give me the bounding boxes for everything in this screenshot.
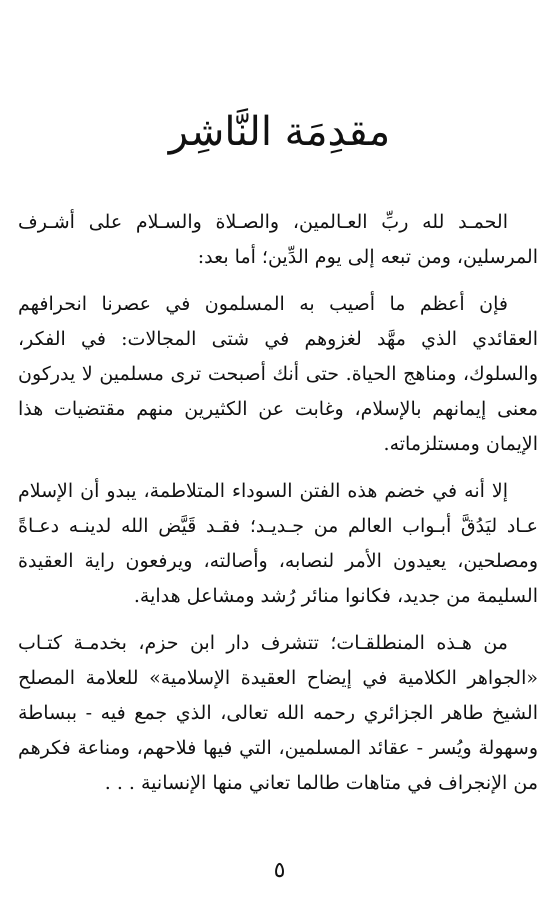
paragraph-2: فإن أعظم ما أصيب به المسلمون في عصرنا انحرافهم العقائدي الذي مهَّد لغزوهم في شتى المجالات: في الفكر، والسلوك، ومناهج الحياة. حتى أنك أصبحت ترى مسلمين لا يدركون معنى إيمانهم بالإسلام، وغابت عن الكثيرين منهم مقتضيات هذا الإيمان ومستلزماته.: [18, 293, 538, 455]
page-number: ٥: [273, 858, 286, 883]
page-title: مقدِمَة النَّاشِر: [168, 109, 391, 155]
body-text: [18, 205, 538, 801]
paragraph-3: إلا أنه في خضم هذه الفتن السوداء المتلاطمة، يبدو أن الإسلام عـاد ليَدُقَّ أبـواب العالم من جـديـد؛ فقـد قَيَّض الله لدينـه دعـاةً ومصلحين، يعيدون الأمر لنصابه، وأصالته، ويرفعون راية العقيدة السليمة من جديد، فكانوا منائر رُشد ومشاعل هداية.: [18, 480, 538, 607]
paragraph-4: من هـذه المنطلقـات؛ تتشرف دار ابن حزم، بخدمـة كتـاب «الجواهر الكلامية في إيضاح العقيدة الإسلامية» للعلامة المصلح الشيخ طاهر الجزائري رحمه الله تعالى، الذي جمع فيه - ببساطة وسهولة ويُسر - عقائد المسلمين، التي فيها فلاحهم، ومناعة فكرهم من الإنجراف في متاهات طالما تعاني منها الإنسانية . . .: [18, 632, 538, 794]
paragraph-1: الحمـد لله ربِّ العـالمين، والصـلاة والسـلام على أشـرف المرسلين، ومن تبعه إلى يوم الدِّين؛ أما بعد:: [18, 211, 538, 268]
